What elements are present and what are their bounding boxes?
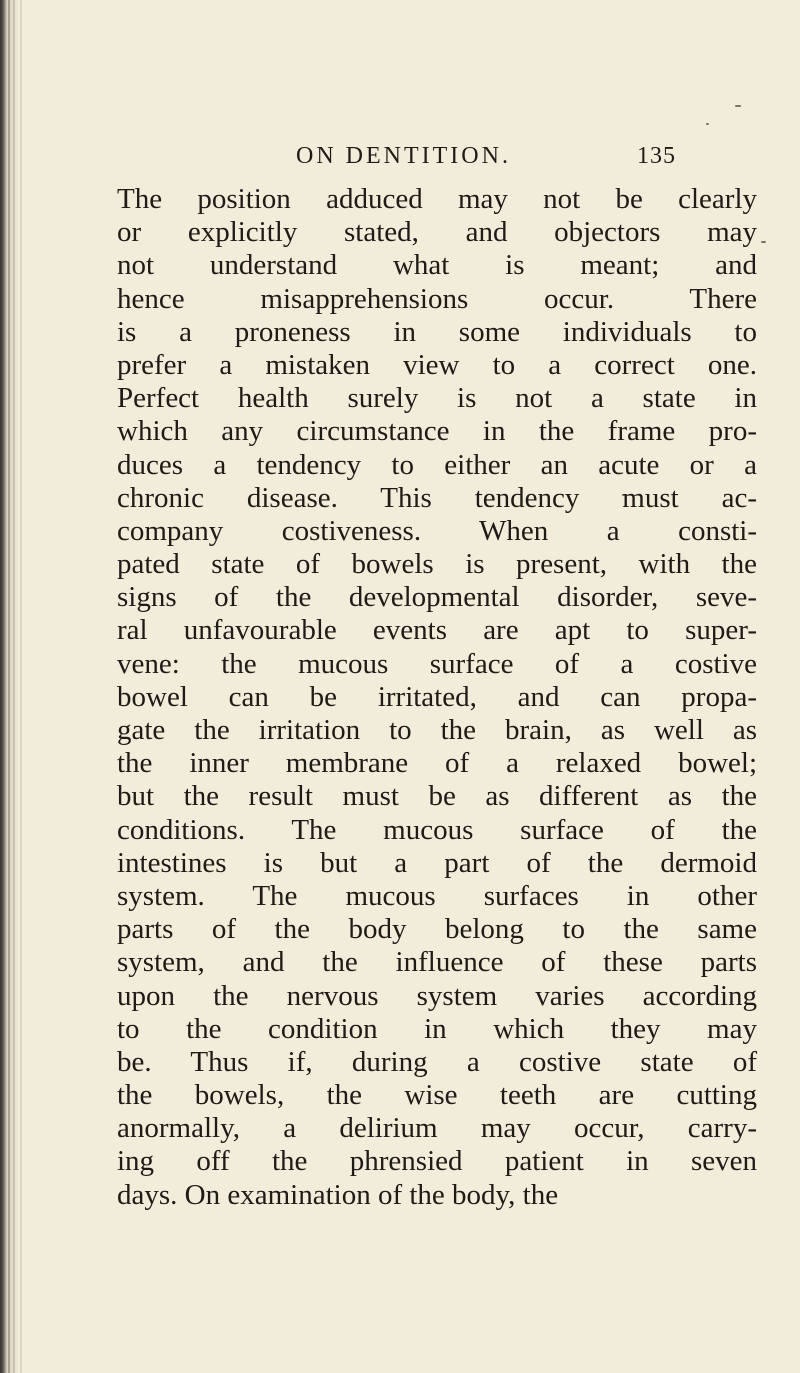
margin-mark-3: [761, 241, 766, 243]
text-line: duces a tendency to either an acute or a: [117, 448, 757, 481]
text-line: gate the irritation to the brain, as well as: [117, 714, 757, 746]
text-line: bowel can be irritated, and can propa-: [117, 680, 757, 713]
running-head-title: ON DENTITION.: [296, 143, 511, 169]
text-line: Perfect health surely is not a state in: [117, 382, 757, 415]
text-line: to the condition in which they may: [117, 1012, 757, 1045]
text-line: intestines is but a part of the dermoid: [117, 846, 757, 879]
text-line: company costiveness. When a consti-: [117, 514, 757, 547]
text-line: chronic disease. This tendency must ac-: [117, 481, 757, 514]
text-line: signs of the developmental disorder, seve-: [117, 581, 757, 614]
text-line: or explicitly stated, and objectors may: [117, 216, 757, 249]
text-line: vene: the mucous surface of a costive: [117, 647, 757, 680]
text-line: which any circumstance in the frame pro-: [117, 415, 757, 448]
text-line: parts of the body belong to the same: [117, 913, 757, 946]
text-line: The position adduced may not be clearly: [117, 183, 757, 215]
text-line: the bowels, the wise teeth are cutting: [117, 1079, 757, 1112]
text-line: hence misapprehensions occur. There: [117, 282, 757, 315]
running-head: [296, 143, 676, 175]
margin-mark-1: [735, 105, 741, 107]
text-line: upon the nervous system varies according: [117, 979, 757, 1012]
text-line: the inner membrane of a relaxed bowel;: [117, 747, 757, 780]
text-line: ing off the phrensied patient in seven: [117, 1145, 757, 1178]
text-line: conditions. The mucous surface of the: [117, 813, 757, 846]
page-number: 135: [637, 143, 676, 169]
binding-line-2: [13, 0, 15, 1373]
text-line: system. The mucous surfaces in other: [117, 879, 757, 912]
text-line: be. Thus if, during a costive state of: [117, 1045, 757, 1078]
binding-line-1: [8, 0, 10, 1373]
text-line: anormally, a delirium may occur, carry-: [117, 1112, 757, 1145]
text-line: prefer a mistaken view to a correct one.: [117, 348, 757, 381]
text-line: ral unfavourable events are apt to super-: [117, 614, 757, 647]
binding-line-3: [20, 0, 22, 1373]
text-line: days. On examination of the body, the: [117, 1178, 559, 1211]
text-line: system, and the influence of these parts: [117, 946, 757, 979]
margin-mark-2: [706, 123, 709, 125]
body-text: [117, 183, 757, 1212]
text-line: but the result must be as different as the: [117, 780, 757, 813]
text-line: pated state of bowels is present, with the: [117, 548, 757, 581]
text-line: is a proneness in some individuals to: [117, 315, 757, 348]
text-line: not understand what is meant; and: [117, 249, 757, 282]
